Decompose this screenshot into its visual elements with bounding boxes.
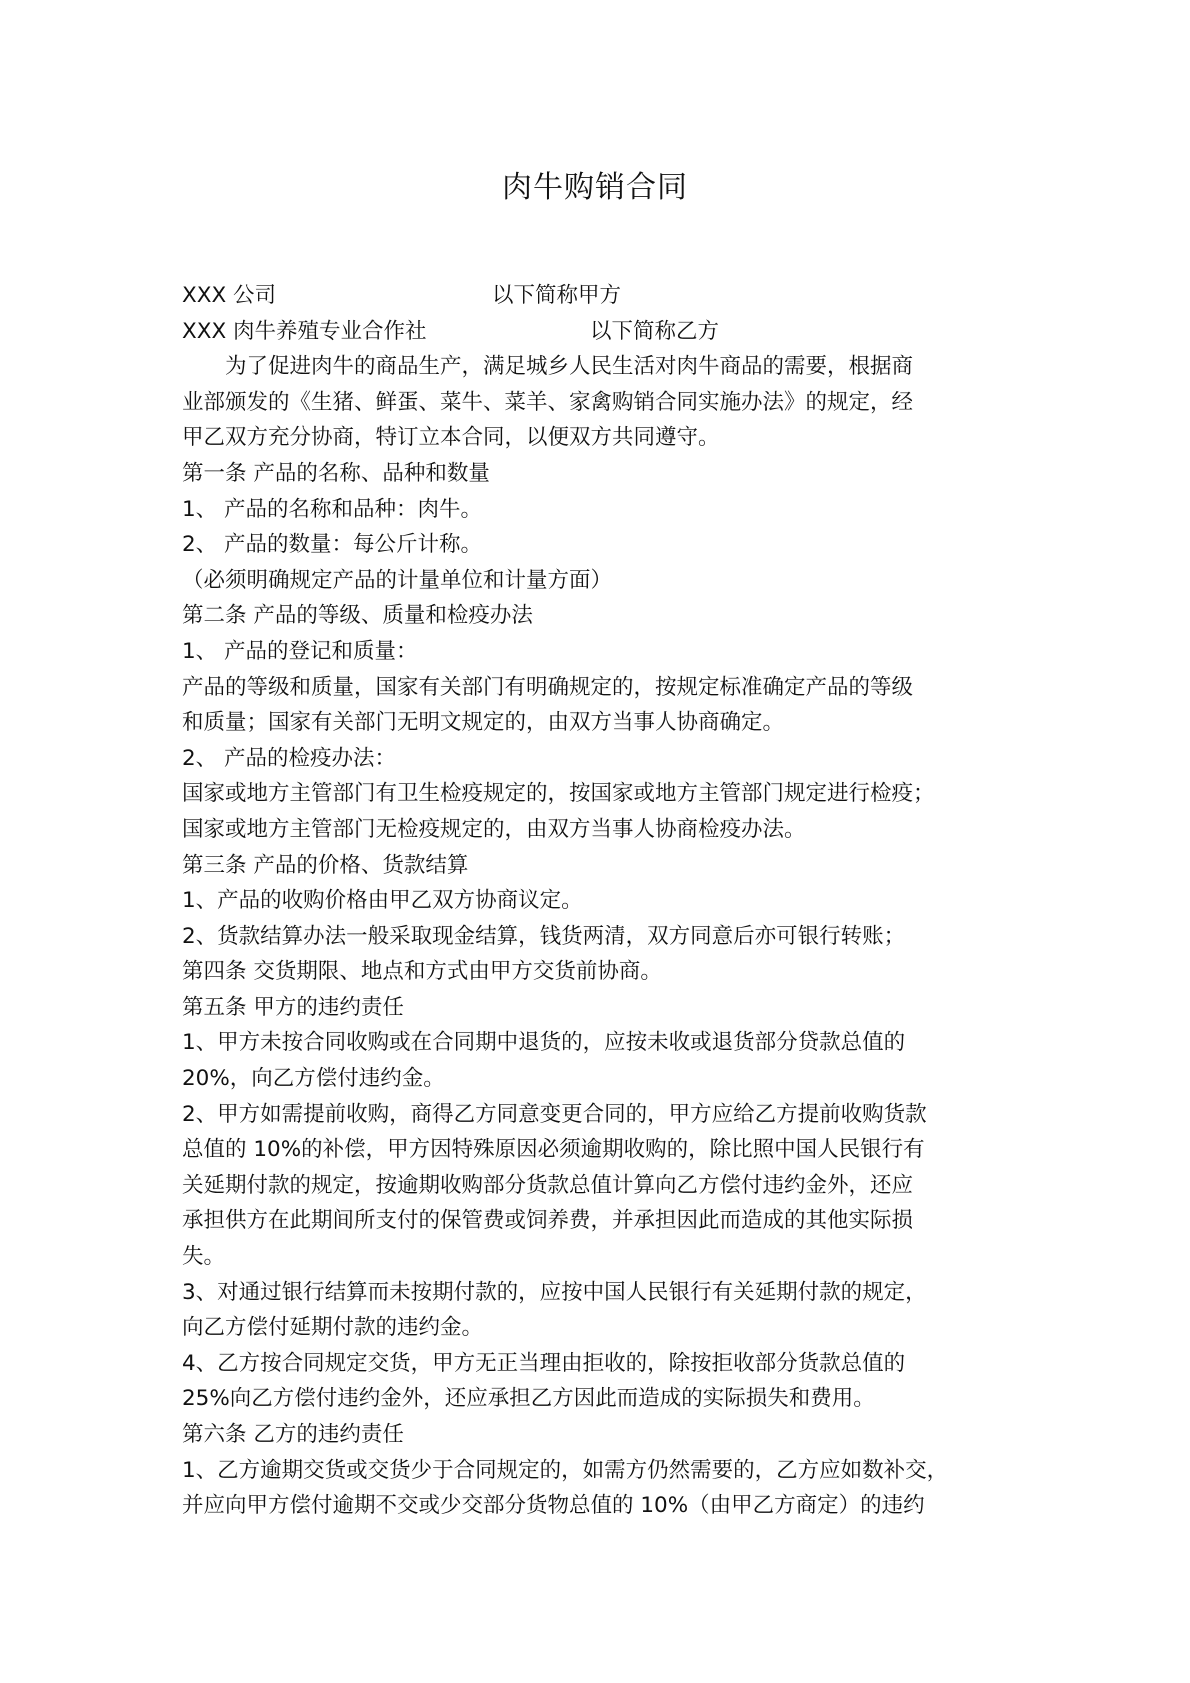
party-b-name: XXX 肉牛养殖专业合作社 xyxy=(182,318,427,344)
document-body xyxy=(182,278,1022,1524)
section-heading: 第五条 甲方的违约责任 xyxy=(182,994,404,1020)
section-heading: 第四条 交货期限、地点和方式由甲方交货前协商。 xyxy=(182,959,662,985)
text-line: 1、甲方未按合同收购或在合同期中退货的，应按未收或退货部分贷款总值的 xyxy=(182,1030,906,1056)
text-line: 1、 产品的名称和品种：肉牛。 xyxy=(182,496,483,522)
text-line: 国家或地方主管部门有卫生检疫规定的，按国家或地方主管部门规定进行检疫； xyxy=(182,781,935,807)
text-line: 3、对通过银行结算而未按期付款的，应按中国人民银行有关延期付款的规定， xyxy=(182,1279,927,1305)
section-heading: 第一条 产品的名称、品种和数量 xyxy=(182,460,490,486)
text-line: 产品的等级和质量，国家有关部门有明确规定的，按规定标准确定产品的等级 xyxy=(182,674,914,700)
section-heading: 第三条 产品的价格、货款结算 xyxy=(182,852,469,878)
text-line: 总值的 10%的补偿，甲方因特殊原因必须逾期收购的，除比照中国人民银行有 xyxy=(182,1137,925,1163)
party-b-alias: 以下简称乙方 xyxy=(590,318,720,344)
party-b-line xyxy=(182,314,1022,350)
text-line: 为了促进肉牛的商品生产，满足城乡人民生活对肉牛商品的需要，根据商 xyxy=(225,354,914,380)
text-line: 业部颁发的《生猪、鲜蛋、菜牛、菜羊、家禽购销合同实施办法》的规定，经 xyxy=(182,389,914,415)
text-line: 并应向甲方偿付逾期不交或少交部分货物总值的 10%（由甲乙方商定）的违约 xyxy=(182,1493,925,1519)
text-line: 2、 产品的数量：每公斤计称。 xyxy=(182,532,483,558)
text-line: 向乙方偿付延期付款的违约金。 xyxy=(182,1315,484,1341)
text-line: 甲乙双方充分协商，特订立本合同，以便双方共同遵守。 xyxy=(182,425,720,451)
document-title: 肉牛购销合同 xyxy=(502,170,688,205)
text-line: 1、 产品的登记和质量： xyxy=(182,638,418,664)
section-heading: 第六条 乙方的违约责任 xyxy=(182,1422,404,1447)
party-a-alias: 以下简称甲方 xyxy=(492,283,622,308)
text-line: （必须明确规定产品的计量单位和计量方面） xyxy=(182,567,613,593)
text-line: 和质量；国家有关部门无明文规定的，由双方当事人协商确定。 xyxy=(182,710,785,736)
text-line: 1、产品的收购价格由甲乙双方协商议定。 xyxy=(182,888,583,914)
text-line: 1、乙方逾期交货或交货少于合同规定的，如需方仍然需要的，乙方应如数补交， xyxy=(182,1457,949,1483)
text-line: 失。 xyxy=(182,1244,226,1270)
text-line: 20%，向乙方偿付违约金。 xyxy=(182,1066,445,1092)
text-line: 国家或地方主管部门无检疫规定的，由双方当事人协商检疫办法。 xyxy=(182,816,806,842)
party-a-name: XXX 公司 xyxy=(182,283,277,308)
party-a-line xyxy=(182,278,1022,314)
text-line: 2、货款结算办法一般采取现金结算，钱货两清，双方同意后亦可银行转账； xyxy=(182,923,906,949)
text-line: 2、 产品的检疫办法： xyxy=(182,745,397,771)
text-line: 关延期付款的规定，按逾期收购部分货款总值计算向乙方偿付违约金外，还应 xyxy=(182,1172,914,1198)
text-line: 4、乙方按合同规定交货，甲方无正当理由拒收的，除按拒收部分货款总值的 xyxy=(182,1350,906,1376)
section-heading: 第二条 产品的等级、质量和检疫办法 xyxy=(182,603,533,629)
text-line: 承担供方在此期间所支付的保管费或饲养费，并承担因此而造成的其他实际损 xyxy=(182,1208,914,1234)
text-line: 25%向乙方偿付违约金外，还应承担乙方因此而造成的实际损失和费用。 xyxy=(182,1386,875,1412)
text-line: 2、甲方如需提前收购，商得乙方同意变更合同的，甲方应给乙方提前收购货款 xyxy=(182,1101,927,1127)
